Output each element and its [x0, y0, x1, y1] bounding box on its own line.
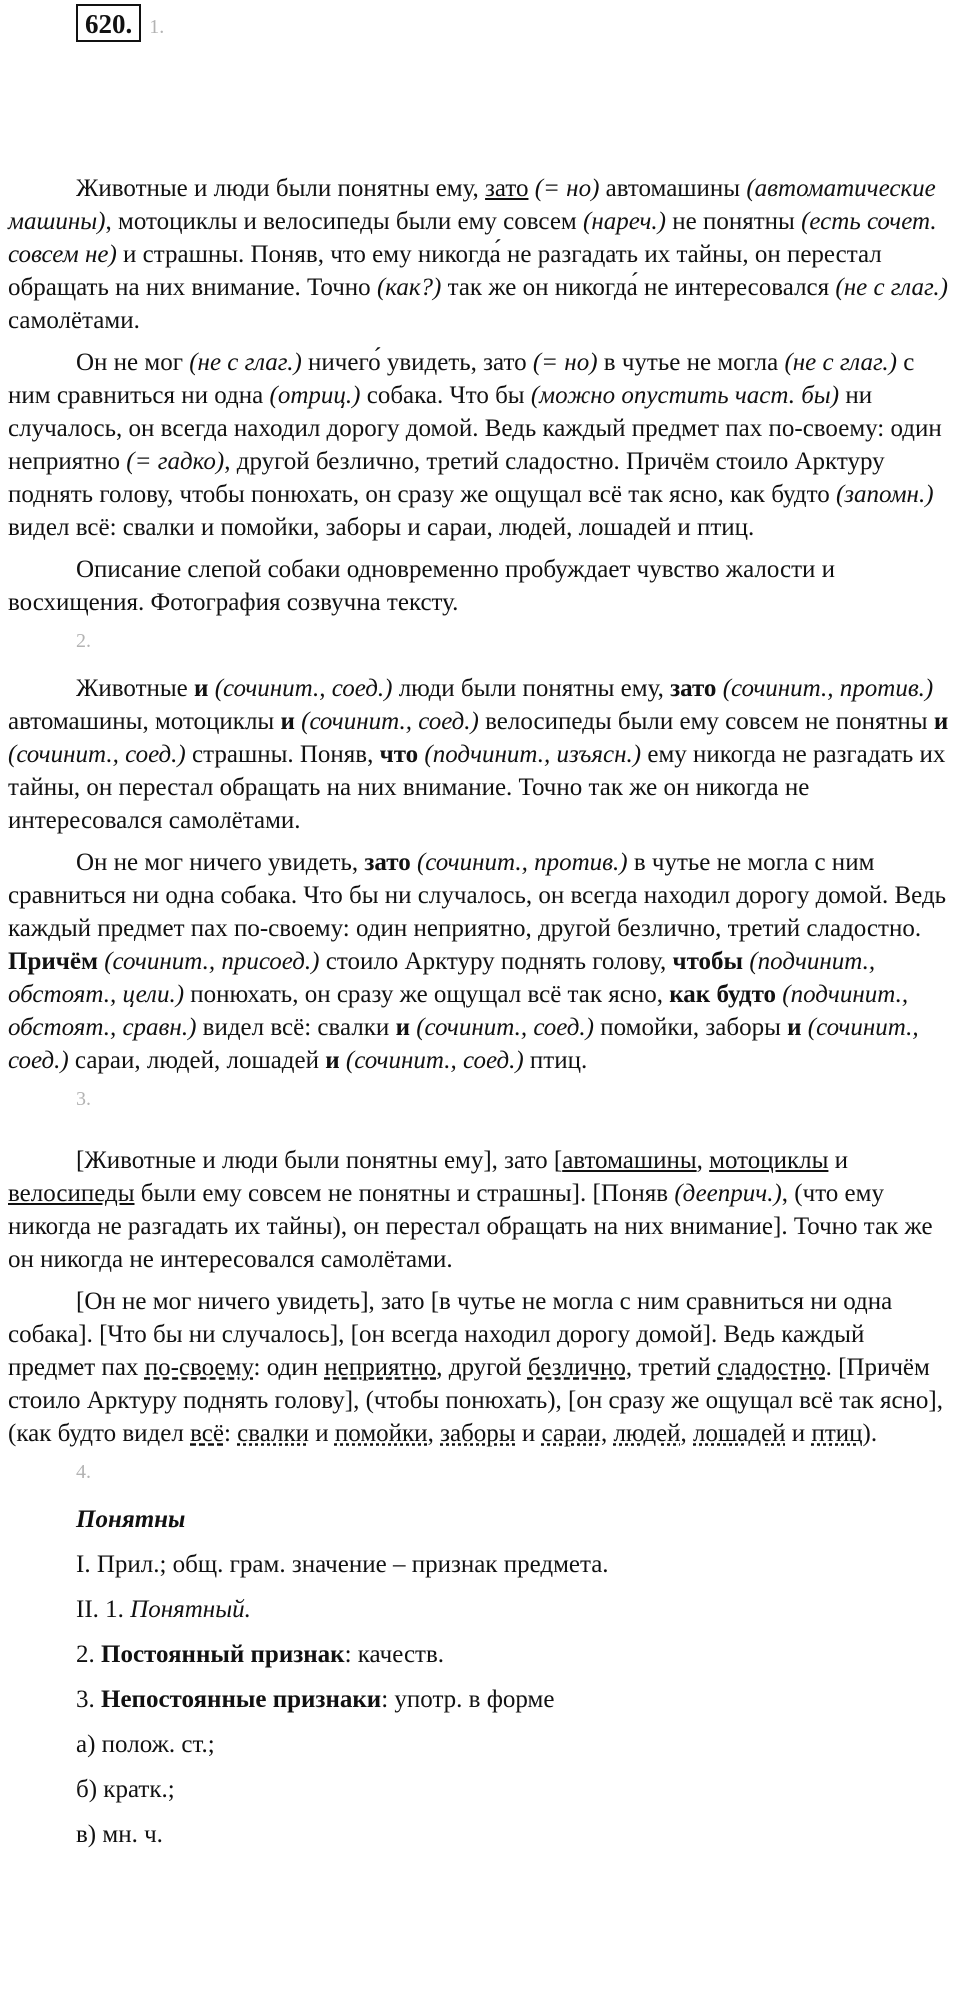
step1-paragraph-1: Животные и люди были понятны ему, зато (= но) автомашины (автоматические машины), мотоциклы и велосипеды были ему совсем (нареч.) не понятны (есть сочет. совсем не) и страшны. Поняв, что ему никогда́ не разгадать их тайны, он перестал обращать на них внимание. Точно (как?) так же он никогда́ не интересовался (не с глаг.) самолётами. [8, 175, 948, 334]
morph-line-2: II. 1. Понятный. [76, 1596, 251, 1623]
morph-line-1: I. Прил.; общ. грам. значение – признак предмета. [76, 1551, 609, 1578]
morph-line-6: б) кратк.; [76, 1776, 175, 1803]
morph-line-5: а) полож. ст.; [76, 1731, 215, 1758]
step2-paragraph-2: Он не мог ничего увидеть, зато (сочинит., против.) в чутье не могла с ним сравниться ни одна собака. Что бы ни случалось, он всегда находил дорогу домой. Ведь каждый предмет пах по-своему: один неприятно, другой безлично, третий сладостно. Причём (сочинит., присоед.) стоило Арктуру поднять голову, чтобы (подчинит., обстоят., цели.) понюхать, он сразу же ощущал всё так ясно, как будто (подчинит., обстоят., сравн.) видел всё: свалки и (сочинит., соед.) помойки, заборы и (сочинит., соед.) сараи, людей, лошадей и (сочинит., соед.) птиц. [8, 849, 947, 1074]
step1-paragraph-2: Он не мог (не с глаг.) ничего́ увидеть, зато (= но) в чутье не могла (не с глаг.) с ним сравниться ни одна (отриц.) собака. Что бы (можно опустить част. бы) ни случалось, он всегда находил дорогу домой. Ведь каждый предмет пах по-своему: один неприятно (= гадко), другой безлично, третий сладостно. Причём стоило Арктуру поднять голову, чтобы понюхать, он сразу же ощущал всё так ясно, как будто (запомн.) видел всё: свалки и помойки, заборы и сараи, людей, лошадей и птиц. [8, 349, 942, 541]
exercise-number: 620. [76, 4, 141, 42]
morph-title: Понятны [76, 1506, 186, 1533]
morph-line-3: 2. Постоянный признак: качеств. [76, 1641, 445, 1668]
answer-body [8, 172, 956, 1863]
step-2-number: 2. [76, 630, 91, 652]
step-1-number: 1. [149, 16, 165, 38]
morph-line-4: 3. Непостоянные признаки: употр. в форме [76, 1686, 555, 1713]
step3-paragraph-2: [Он не мог ничего увидеть], зато [в чутье не могла с ним сравниться ни одна собака]. [Что бы ни случалось], [он всегда находил дорогу домой]. Ведь каждый предмет пах по-своему: один неприятно, другой безлично, третий сладостно. [Причём стоило Арктуру поднять голову], (чтобы понюхать), [он сразу же ощущал всё так ясно], (как будто видел всё: свалки и помойки, заборы и сараи, людей, лошадей и птиц). [8, 1288, 944, 1447]
step2-paragraph-1: Животные и (сочинит., соед.) люди были понятны ему, зато (сочинит., против.) автомашины, мотоциклы и (сочинит., соед.) велосипеды были ему совсем не понятны и (сочинит., соед.) страшны. Поняв, что (подчинит., изъясн.) ему никогда не разгадать их тайны, он перестал обращать на них внимание. Точно так же он никогда не интересовался самолётами. [8, 675, 949, 834]
step3-paragraph-1: [Животные и люди были понятны ему], зато [автомашины, мотоциклы и велосипеды были ему совсем не понятны и страшны]. [Поняв (дееприч.), (что ему никогда не разгадать их тайны), он перестал обращать на них внимание]. Точно так же он никогда не интересовался самолётами. [8, 1147, 933, 1273]
step-4-number: 4. [76, 1461, 91, 1483]
morph-line-7: в) мн. ч. [76, 1821, 163, 1848]
exercise-header [76, 4, 164, 42]
step-3-number: 3. [76, 1088, 91, 1110]
step1-paragraph-3: Описание слепой собаки одновременно пробуждает чувство жалости и восхищения. Фотография созвучна тексту. [8, 556, 836, 616]
